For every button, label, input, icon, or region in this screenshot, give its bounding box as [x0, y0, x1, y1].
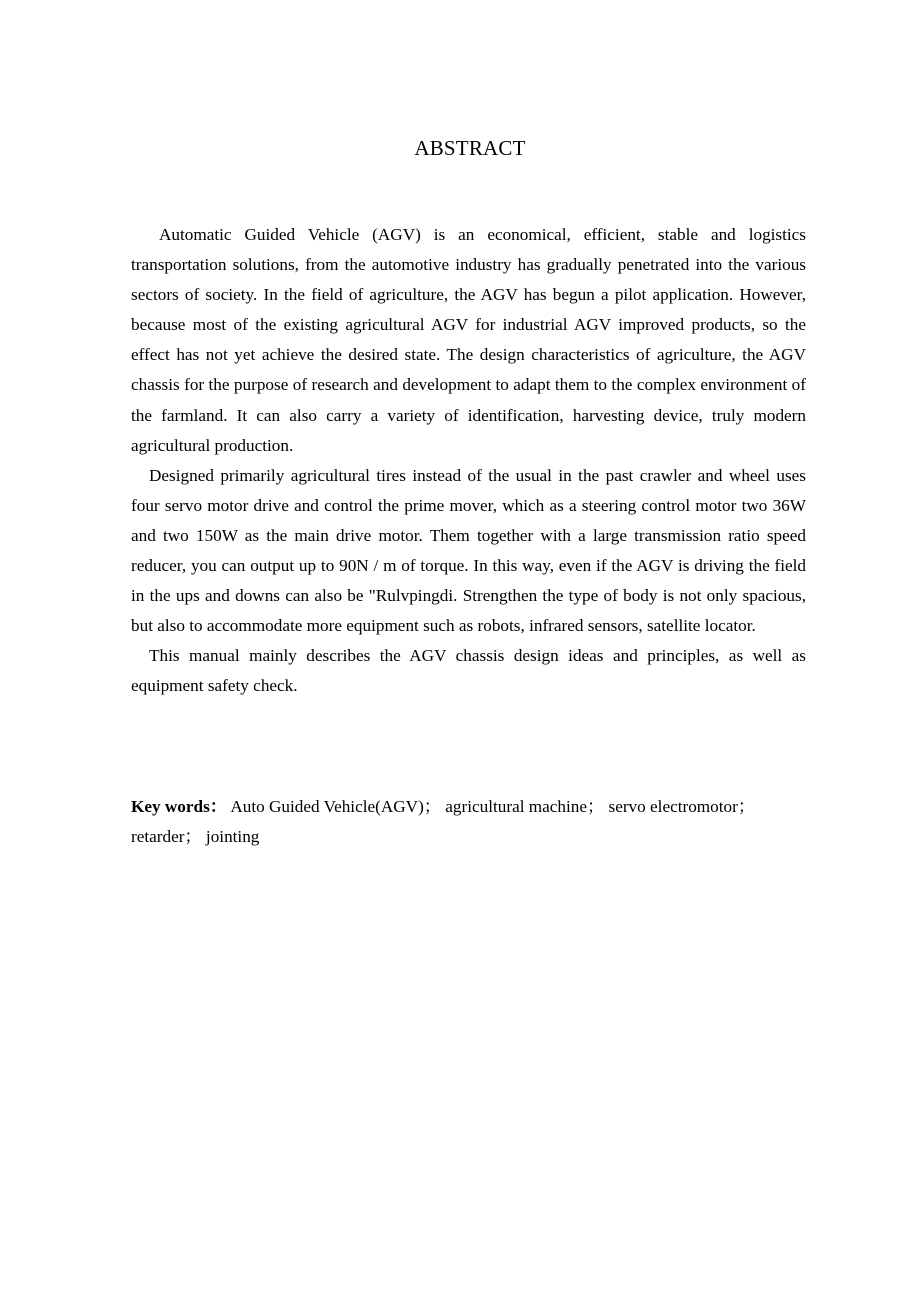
keyword-item: Auto Guided Vehicle(AGV)； [230, 797, 441, 816]
abstract-paragraph-2: Designed primarily agricultural tires instead of the usual in the past crawler and wheel uses four servo motor drive and control the prime mover, which as a steering control motor two 36W and two 150W as the main drive motor. Them together with a large transmission ratio speed reducer, you can output up to 90N / m of torque. In this way, even if the AGV is driving the field in the ups and downs can also be "Rulvpingdi. Strengthen the type of body is not only spacious, but also to accommodate more equipment such as robots, infrared sensors, satellite locator. [131, 465, 806, 636]
keywords-label: Key words： [131, 797, 227, 816]
page-title: ABSTRACT [414, 136, 526, 160]
keywords-section [131, 792, 806, 852]
keyword-item: jointing [205, 827, 260, 847]
abstract-body [131, 220, 806, 702]
keyword-item: servo electromotor； [608, 797, 756, 816]
keyword-item: agricultural machine； [445, 797, 605, 816]
abstract-paragraph-1: Automatic Guided Vehicle (AGV) is an economical, efficient, stable and logistics transportation solutions, from the automotive industry has gradually penetrated into the various sectors of society. In the field of agriculture, the AGV has begun a pilot application. However, because most of the existing agricultural AGV for industrial AGV improved products, so the effect has not yet achieve the desired state. The design characteristics of agriculture, the AGV chassis for the purpose of research and development to adapt them to the complex environment of the farmland. It can also carry a variety of identification, harvesting device, truly modern agricultural production. [131, 225, 806, 455]
abstract-paragraph-3: This manual mainly describes the AGV chassis design ideas and principles, as well as equipment safety check. [131, 646, 806, 696]
keyword-item: retarder； [131, 827, 202, 847]
